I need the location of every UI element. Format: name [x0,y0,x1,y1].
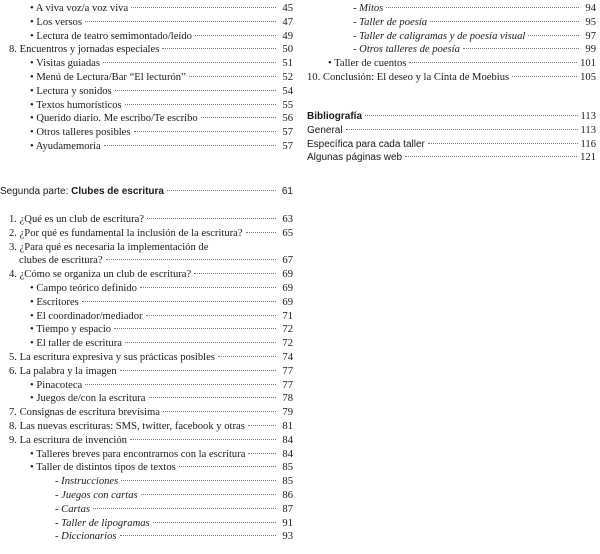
toc-entry [9,99,293,113]
toc-entry-label: - Diccionarios [55,531,117,543]
dot-leader [146,315,276,316]
toc-entry [9,282,293,296]
dot-leader [85,21,276,22]
toc-entry [9,489,293,503]
toc-entry-page: 67 [282,255,293,267]
toc-left-top [9,2,293,154]
toc-entry-page: 55 [282,99,293,111]
toc-entry-label: • Los versos [30,16,82,28]
toc-entry-label: - Taller de poesía [353,16,428,28]
toc-entry [9,30,293,44]
toc-entry-label: 3. ¿Para qué es necesaria la implementación de [9,241,209,253]
toc-entry [9,2,293,16]
toc-entry-label: • Taller de distintos tipos de textos [30,462,176,474]
toc-entry [9,254,293,268]
dot-leader [104,145,276,146]
toc-entry [307,124,596,138]
toc-entry-page: 72 [282,324,293,336]
toc-entry-label: • Menú de Lectura/Bar “El lecturón” [30,71,186,83]
toc-entry [9,392,293,406]
toc-entry-label: - Taller de caligramas y de poesía visual [353,30,526,42]
toc-entry-label: • A viva voz/a voz viva [30,3,129,14]
toc-entry [9,530,293,544]
toc-entry-page: 77 [282,365,293,377]
toc-entry [9,351,293,365]
toc-entry-label: • Pinacoteca [30,379,83,391]
toc-entry-label: - Juegos con cartas [55,489,138,501]
dot-leader [512,76,577,77]
toc-entry [9,365,293,379]
toc-entry-page: 49 [282,30,293,42]
dot-leader [463,48,579,49]
toc-entry-label: • Taller de cuentos [328,58,407,70]
toc-entry [9,379,293,393]
toc-entry-page: 95 [585,16,596,28]
toc-entry-label: • Talleres breves para encontrarnos con la escritura [30,448,246,460]
toc-entry-page: 91 [282,517,293,529]
toc-entry-page: 116 [580,138,596,150]
dot-leader [125,104,276,105]
dot-leader [115,90,276,91]
toc-entry-page: 84 [282,448,293,460]
dot-leader [140,287,276,288]
dot-leader [528,35,579,36]
toc-entry [307,30,596,44]
toc-entry [9,140,293,154]
dot-leader [163,411,276,412]
toc-entry-label: 10. Conclusión: El deseo y la Cinta de Moebius [307,71,510,83]
toc-entry-label: 7. Consignas de escritura brevísima [9,407,160,419]
dot-leader [248,425,276,426]
dot-leader [141,494,276,495]
dot-leader [134,131,276,132]
toc-entry-label: • Tiempo y espacio [30,324,112,336]
dot-leader [131,7,276,8]
toc-entry [307,138,596,152]
toc-entry-page: 69 [282,296,293,308]
toc-entry-page: 54 [282,85,293,97]
toc-heading [307,110,596,124]
toc-entry-page: 51 [282,58,293,70]
dot-leader [430,21,579,22]
toc-entry-page: 101 [580,58,596,70]
toc-entry [9,310,293,324]
toc-entry-label: Específica para cada taller [307,138,425,150]
toc-entry [307,151,596,165]
toc-entry-page: 50 [282,44,293,56]
toc-entry-label: 1. ¿Qué es un club de escritura? [9,214,145,225]
toc-entry [9,420,293,434]
toc-entry-label: 4. ¿Cómo se organiza un club de escritura? [9,269,192,281]
dot-leader [103,62,276,63]
toc-entry-page: 63 [282,214,293,225]
toc-entry-label: 9. La escritura de invención [9,434,127,446]
toc-entry-page: 45 [282,3,293,14]
dot-leader [120,370,276,371]
dot-leader [248,453,276,454]
toc-entry-label: clubes de escritura? [19,255,103,267]
toc-entry-label: • Visitas guiadas [30,58,100,70]
toc-entry-label: • Ayudamemoria [30,140,101,152]
toc-entry-label: • Escritores [30,296,79,308]
toc-entry-label: 5. La escritura expresiva y sus prácticas posibles [9,351,215,363]
toc-entry-label: • Lectura de teatro semimontado/leído [30,30,192,42]
toc-entry [9,71,293,85]
dot-leader [120,535,277,536]
toc-entry-page: 69 [282,269,293,281]
toc-entry-label: Bibliografía [307,111,363,122]
dot-leader [201,117,276,118]
toc-entry-label: General [307,124,343,136]
toc-entry-page: 52 [282,71,293,83]
toc-left-bottom [9,213,293,544]
toc-entry-page: 71 [282,310,293,322]
toc-entry [9,296,293,310]
toc-entry-label: • El taller de escritura [30,338,122,350]
toc-entry [9,268,293,282]
dot-leader [386,7,579,8]
dot-leader [428,143,578,144]
toc-entry-label: - Taller de lipogramas [55,517,150,529]
part-heading [0,185,293,199]
dot-leader [149,397,277,398]
toc-entry-label: • Campo teórico definido [30,282,137,294]
toc-right-top [307,2,596,85]
toc-entry-label: 8. Las nuevas escrituras: SMS, twitter, facebook y otras [9,420,245,432]
dot-leader [246,232,276,233]
toc-entry-label: • Otros talleres posibles [30,127,131,139]
toc-entry [9,517,293,531]
toc-entry [307,71,596,85]
toc-entry [9,241,293,255]
toc-entry-page: 85 [282,462,293,474]
dot-leader [194,273,276,274]
toc-entry-page: 72 [282,338,293,350]
toc-entry-page: 56 [282,113,293,125]
dot-leader [130,439,276,440]
toc-entry [9,85,293,99]
toc-entry-page: 74 [282,351,293,363]
toc-entry-page: 69 [282,282,293,294]
toc-entry-page: 99 [585,44,596,56]
dot-leader [114,328,276,329]
dot-leader [85,384,276,385]
toc-entry-label: • Lectura y sonidos [30,85,112,97]
dot-leader [153,522,276,523]
toc-entry [9,227,293,241]
toc-entry [9,112,293,126]
part-heading-page: 61 [281,186,293,197]
dot-leader [409,62,577,63]
toc-entry-label: 2. ¿Por qué es fundamental la inclusión de la escritura? [9,227,243,239]
toc-entry [9,434,293,448]
dot-leader [147,218,276,219]
dot-leader [167,190,276,191]
toc-entry-page: 84 [282,434,293,446]
toc-entry-label: 8. Encuentros y jornadas especiales [9,44,160,56]
toc-entry [9,213,293,227]
toc-entry [307,57,596,71]
dot-leader [93,508,276,509]
toc-entry-page: 113 [580,124,596,136]
toc-entry-page: 81 [282,420,293,432]
toc-entry-label: • Querido diario. Me escribo/Te escribo [30,113,198,125]
part-heading-prefix: Segunda parte: [0,186,72,197]
toc-entry [9,337,293,351]
toc-entry [9,323,293,337]
dot-leader [82,301,276,302]
toc-entry-label: - Instrucciones [55,476,119,488]
toc-entry [9,43,293,57]
toc-entry-label: 6. La palabra y la imagen [9,365,117,377]
toc-entry-label: - Cartas [55,503,91,515]
toc-entry-page: 121 [580,152,596,164]
toc-entry [307,2,596,16]
dot-leader [365,115,577,116]
toc-entry-page: 78 [282,393,293,405]
toc-entry [9,448,293,462]
toc-entry-label: Algunas páginas web [307,152,403,164]
dot-leader [195,35,276,36]
dot-leader [218,356,276,357]
toc-entry-label: - Otros talleres de poesía [353,44,460,56]
toc-entry-label: • Textos humorísticos [30,99,122,111]
toc-entry-label: • Juegos de/con la escritura [30,393,146,405]
toc-entry [9,406,293,420]
toc-entry-page: 65 [282,227,293,239]
toc-entry [9,126,293,140]
toc-entry [9,475,293,489]
toc-entry-page: 94 [585,3,596,14]
toc-entry [9,461,293,475]
dot-leader [121,480,276,481]
dot-leader [106,259,276,260]
toc-entry-page: 87 [282,503,293,515]
toc-entry-page: 77 [282,379,293,391]
dot-leader [189,76,276,77]
toc-entry-page: 113 [580,111,596,122]
dot-leader [346,129,578,130]
bibliography-section [307,110,596,165]
toc-entry [9,16,293,30]
toc-entry [307,16,596,30]
toc-entry-page: 57 [282,140,293,152]
dot-leader [179,466,276,467]
toc-entry-page: 105 [580,71,596,83]
toc-entry-page: 85 [282,476,293,488]
toc-entry-page: 57 [282,127,293,139]
dot-leader [405,156,577,157]
toc-entry-page: 86 [282,489,293,501]
toc-entry [307,43,596,57]
toc-entry [9,503,293,517]
toc-entry-page: 93 [282,531,293,543]
toc-entry [9,57,293,71]
toc-entry-page: 79 [282,407,293,419]
part-heading-title: Clubes de escritura [71,186,164,197]
toc-entry-label: - Mitos [353,3,384,14]
toc-entry-label: • El coordinador/mediador [30,310,143,322]
dot-leader [162,48,276,49]
toc-entry-page: 47 [282,16,293,28]
toc-entry-page: 97 [585,30,596,42]
dot-leader [125,342,276,343]
